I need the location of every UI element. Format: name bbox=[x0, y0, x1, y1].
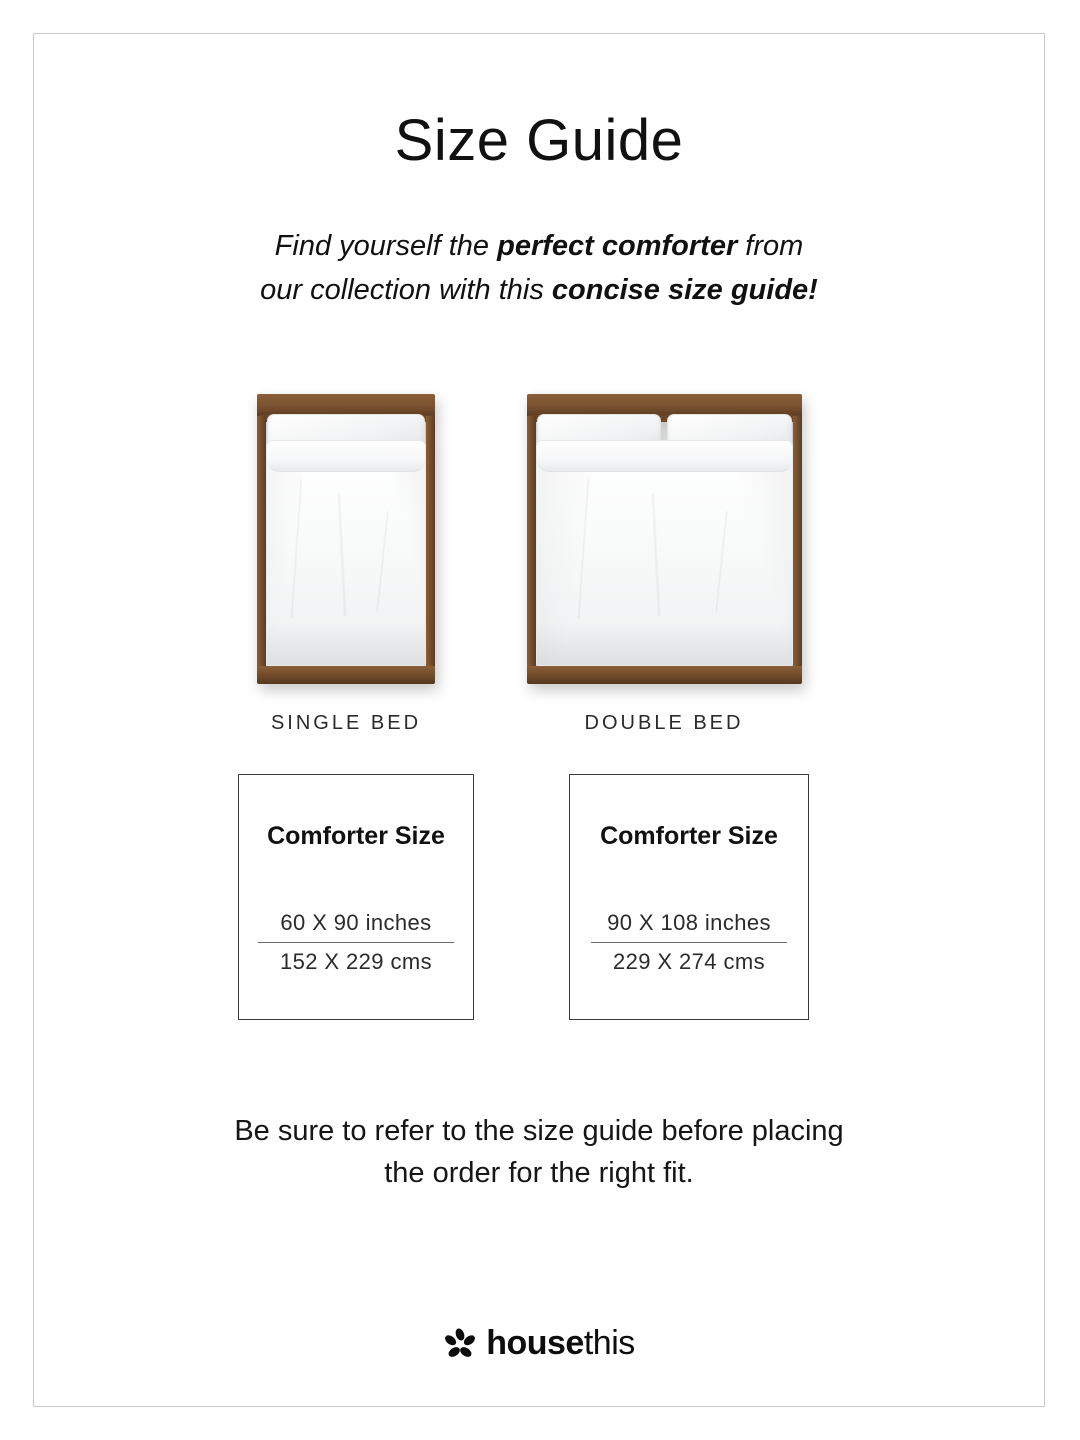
double-bed-size-card bbox=[569, 774, 809, 1020]
subtitle-line2-strong: concise size guide! bbox=[551, 274, 818, 306]
footboard bbox=[257, 666, 435, 684]
brand-name-light: this bbox=[583, 1324, 635, 1362]
bed-rail-left bbox=[257, 416, 266, 666]
footnote-line-2: the order for the right fit. bbox=[384, 1157, 694, 1189]
duvet-crease bbox=[651, 493, 661, 616]
footnote bbox=[34, 1110, 1044, 1194]
bed-rail-right bbox=[426, 416, 435, 666]
size-guide-page bbox=[33, 33, 1045, 1407]
dimension-inches: 90 X 108 inches bbox=[591, 904, 787, 943]
duvet-crease bbox=[336, 493, 346, 616]
page-subtitle bbox=[34, 224, 1044, 312]
bed-rail-left bbox=[527, 416, 536, 666]
card-title: Comforter Size bbox=[600, 822, 778, 850]
single-bed-illustration-icon bbox=[257, 394, 435, 684]
duvet-shading bbox=[267, 623, 425, 665]
double-bed-block bbox=[514, 394, 814, 735]
dimension-cms: 229 X 274 cms bbox=[613, 949, 765, 974]
brand-name bbox=[486, 1324, 635, 1363]
duvet-crease bbox=[715, 511, 729, 612]
footboard bbox=[527, 666, 802, 684]
footnote-line-1: Be sure to refer to the size guide before placing bbox=[234, 1115, 844, 1147]
flower-logo-icon bbox=[443, 1327, 477, 1361]
double-bed-label: DOUBLE BED bbox=[584, 712, 744, 734]
dimension-cms: 152 X 229 cms bbox=[280, 949, 432, 974]
brand-logo bbox=[34, 1324, 1044, 1363]
card-title: Comforter Size bbox=[267, 822, 445, 850]
duvet-crease bbox=[375, 511, 389, 612]
duvet-fold bbox=[267, 441, 425, 472]
dimension-list bbox=[258, 904, 454, 981]
duvet-fold bbox=[537, 441, 792, 472]
dimension-inches: 60 X 90 inches bbox=[258, 904, 454, 943]
size-cards bbox=[34, 774, 1044, 1024]
dimension-list bbox=[591, 904, 787, 981]
double-bed-illustration-icon bbox=[527, 394, 802, 684]
headboard bbox=[527, 394, 802, 416]
subtitle-line1-post: from bbox=[737, 230, 804, 262]
duvet bbox=[536, 440, 793, 666]
single-bed-label: SINGLE BED bbox=[270, 712, 422, 734]
duvet-crease bbox=[578, 479, 591, 618]
subtitle-line1-pre: Find yourself the bbox=[274, 230, 498, 262]
brand-name-bold: house bbox=[486, 1324, 584, 1362]
duvet-crease bbox=[291, 479, 304, 618]
duvet bbox=[266, 440, 426, 666]
page-title: Size Guide bbox=[394, 108, 684, 173]
duvet-shading bbox=[537, 623, 792, 665]
bed-illustrations bbox=[34, 394, 1044, 734]
single-bed-block bbox=[216, 394, 476, 735]
subtitle-line1-strong: perfect comforter bbox=[497, 230, 738, 262]
subtitle-line-2 bbox=[34, 268, 1044, 312]
headboard bbox=[257, 394, 435, 416]
subtitle-line-1 bbox=[34, 224, 1044, 268]
single-bed-size-card bbox=[238, 774, 474, 1020]
bed-rail-right bbox=[793, 416, 802, 666]
subtitle-line2-pre: our collection with this bbox=[260, 274, 552, 306]
